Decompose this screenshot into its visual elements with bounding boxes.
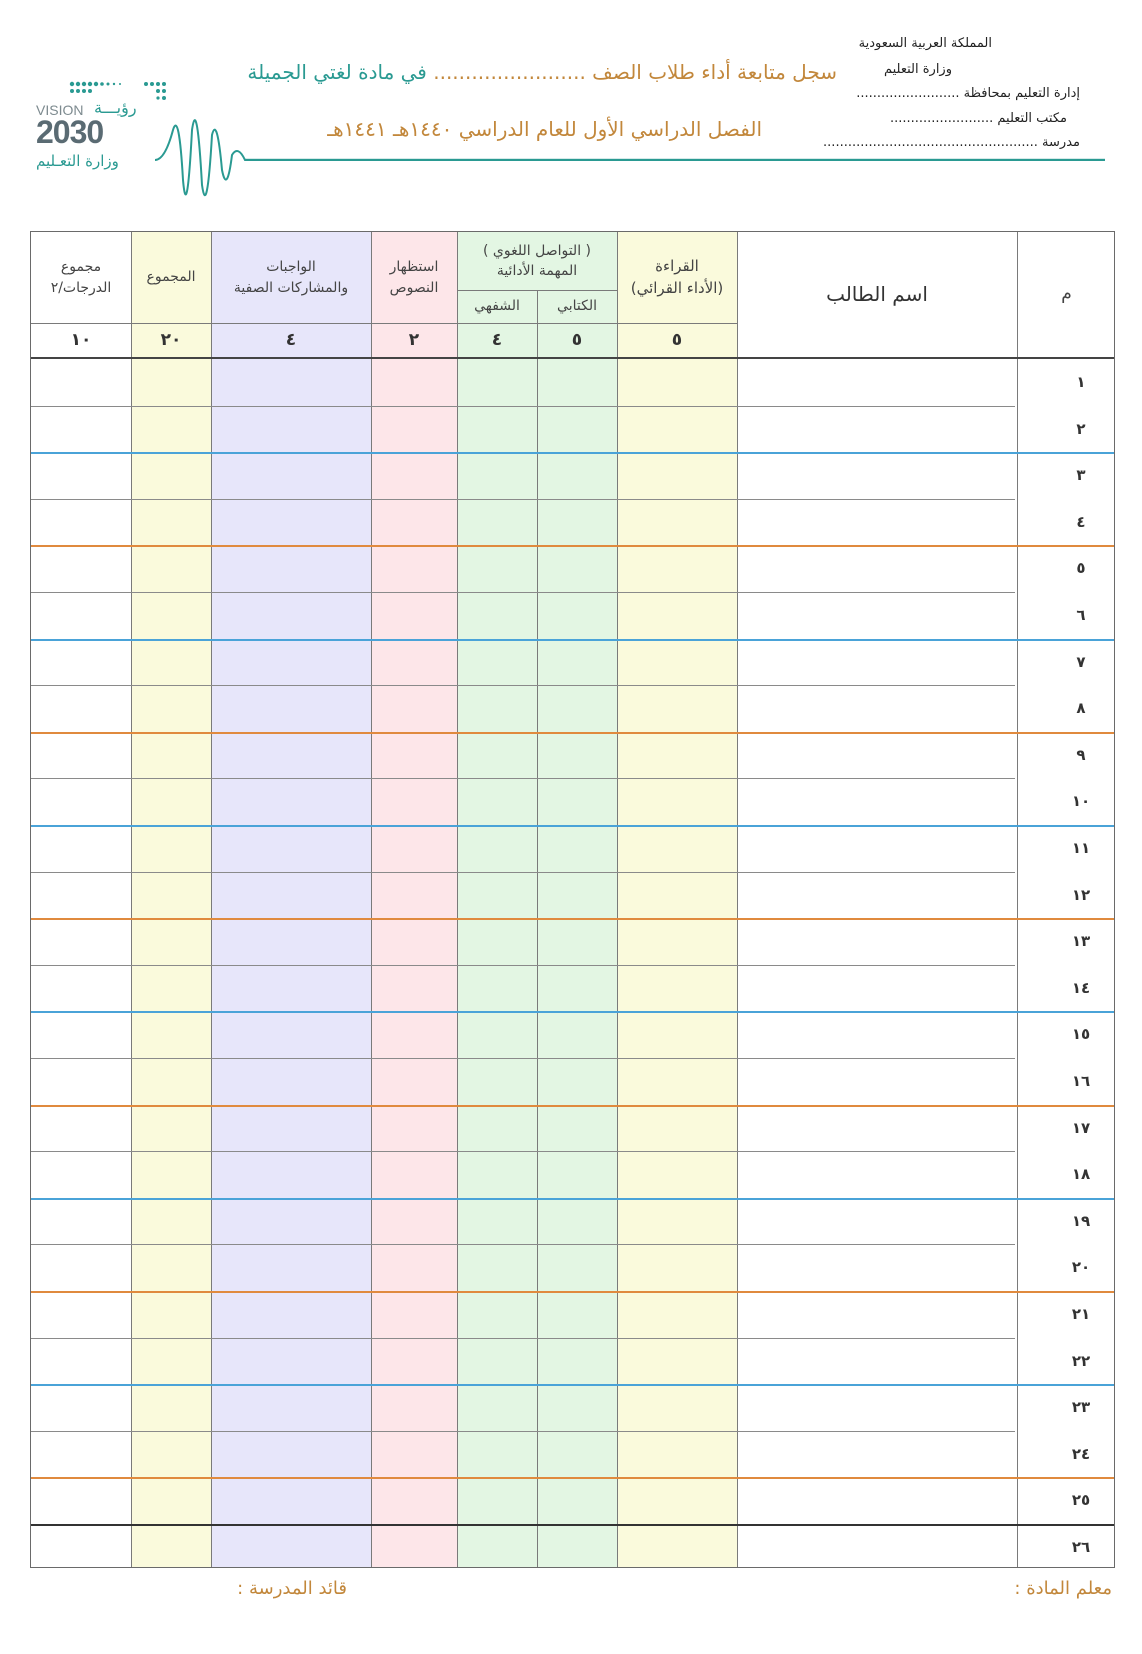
vision-2030-logo (36, 76, 166, 176)
table-row (31, 872, 1114, 919)
weight-oral: ٤ (491, 330, 503, 350)
office-label: مكتب التعليم ......................... (889, 111, 1067, 126)
page-subtitle: الفصل الدراسي الأول للعام الدراسي ١٤٤٠هـ ١٤٤١هـ (327, 117, 762, 141)
row-number: ٦ (1076, 606, 1086, 624)
table-row (31, 406, 1114, 453)
student-name-cell[interactable] (738, 734, 1016, 777)
row-number: ١٠ (1071, 792, 1091, 811)
row-number: ١٥ (1071, 1025, 1091, 1044)
admin-label: إدارة التعليم بمحافظة ......................... (856, 86, 1080, 101)
student-name-cell[interactable] (738, 1153, 1016, 1196)
title-subject: في مادة لغتي الجميلة (247, 60, 427, 84)
weight-reading: ٥ (671, 330, 683, 350)
table-row (31, 1244, 1114, 1291)
row-divider (31, 639, 1114, 641)
student-name-cell[interactable] (738, 454, 1016, 497)
row-divider (31, 918, 1114, 920)
school-label: مدرسة .................................................... (823, 135, 1080, 150)
student-name-cell[interactable] (738, 920, 1016, 963)
row-divider (31, 1058, 1015, 1059)
row-number: ٢٠ (1071, 1258, 1091, 1277)
table-row (31, 592, 1114, 639)
student-name-cell[interactable] (738, 687, 1016, 730)
table-row (31, 1011, 1114, 1058)
table-row (31, 1058, 1114, 1105)
weight-homework: ٤ (285, 330, 297, 350)
student-name-cell[interactable] (738, 1293, 1016, 1336)
table-row (31, 499, 1114, 546)
weight-written: ٥ (571, 330, 583, 350)
table-row (31, 359, 1114, 406)
student-name-cell[interactable] (738, 361, 1016, 404)
row-divider (31, 1338, 1015, 1339)
header-homework: الواجبات والمشاركات الصفية (233, 259, 349, 296)
student-name-cell[interactable] (738, 1246, 1016, 1289)
student-name-cell[interactable] (738, 1340, 1016, 1383)
student-name-cell[interactable] (738, 1526, 1016, 1569)
row-divider (31, 499, 1015, 500)
table-row (31, 1431, 1114, 1478)
header-total: المجموع (146, 269, 196, 286)
row-number: ١٦ (1071, 1072, 1091, 1090)
header-memorization: استظهار النصوص (389, 259, 439, 296)
row-divider (31, 1431, 1015, 1432)
student-name-cell[interactable] (738, 967, 1016, 1010)
student-name-cell[interactable] (738, 408, 1016, 451)
row-number: ٢٢ (1071, 1351, 1091, 1370)
table-row (31, 778, 1114, 825)
table-row (31, 1291, 1114, 1338)
principal-signature-label: قائد المدرسة : (237, 1578, 347, 1599)
row-number: ٣ (1076, 466, 1086, 485)
row-number: ١٩ (1071, 1211, 1091, 1230)
header-student-name: اسم الطالب (826, 282, 928, 306)
teacher-signature-label: معلم المادة : (1014, 1578, 1112, 1599)
row-number: ١١ (1071, 839, 1091, 857)
logo-vision-text: VISION (36, 102, 84, 118)
row-divider (31, 406, 1015, 407)
logo-year-text: 2030 (36, 114, 104, 150)
table-row (31, 685, 1114, 732)
row-number: ١٤ (1071, 978, 1091, 997)
row-divider (31, 1477, 1114, 1479)
weight-memorization: ٢ (408, 330, 420, 350)
title-main: سجل متابعة أداء طلاب الصف ........................ (433, 60, 837, 84)
page-title (247, 60, 837, 84)
row-number: ١٧ (1071, 1118, 1091, 1137)
weight-total-half: ١٠ (70, 330, 92, 350)
row-number: ٢١ (1071, 1305, 1091, 1323)
row-number: ٩ (1076, 745, 1086, 764)
table-row (31, 1384, 1114, 1431)
row-number: ٤ (1076, 512, 1086, 531)
header-communication: ( التواصل اللغوي ) المهمة الأدائية (483, 242, 592, 279)
header-total-half: مجموع الدرجات/٢ (50, 259, 112, 296)
kingdom-label: المملكة العربية السعودية (858, 36, 992, 51)
table-row (31, 545, 1114, 592)
student-name-cell[interactable] (738, 780, 1016, 823)
table-row (31, 1198, 1114, 1245)
logo-ministry-text: وزارة التعـليم (36, 152, 119, 170)
table-row (31, 732, 1114, 779)
header-index: م (1061, 284, 1072, 305)
row-divider (31, 452, 1114, 454)
row-divider (31, 1244, 1015, 1245)
row-number: ٢٥ (1071, 1491, 1091, 1510)
table-row (31, 825, 1114, 872)
row-divider (31, 965, 1015, 966)
student-name-cell[interactable] (738, 827, 1016, 870)
header-oral: الشفهي (474, 298, 520, 315)
row-number: ١٨ (1071, 1165, 1091, 1184)
student-name-cell[interactable] (738, 547, 1016, 590)
student-name-cell[interactable] (738, 1386, 1016, 1429)
student-name-cell[interactable] (738, 1013, 1016, 1056)
header-wave-decoration (155, 90, 1105, 230)
student-name-cell[interactable] (738, 1433, 1016, 1476)
header-written: الكتابي (557, 298, 597, 315)
grade-table (30, 231, 1115, 1568)
student-name-cell[interactable] (738, 1107, 1016, 1150)
row-divider (31, 1384, 1114, 1386)
row-divider (31, 872, 1015, 873)
table-row (31, 1524, 1114, 1571)
table-row (31, 452, 1114, 499)
student-name-cell[interactable] (738, 594, 1016, 637)
table-row (31, 1477, 1114, 1524)
table-row (31, 1338, 1114, 1385)
row-number: ٢٤ (1071, 1444, 1091, 1463)
row-divider (31, 592, 1015, 593)
row-number: ٢٦ (1071, 1538, 1091, 1556)
table-row (31, 1151, 1114, 1198)
row-divider (31, 1151, 1015, 1152)
row-number: ٧ (1076, 652, 1086, 671)
row-divider (31, 1291, 1114, 1293)
student-name-cell[interactable] (738, 1060, 1016, 1103)
ministry-label: وزارة التعليم (883, 62, 952, 77)
row-divider (31, 1198, 1114, 1200)
row-number: ١ (1076, 373, 1086, 391)
table-row (31, 639, 1114, 686)
student-name-cell[interactable] (738, 1479, 1016, 1522)
row-divider (31, 685, 1015, 686)
row-divider (31, 732, 1114, 734)
row-divider (31, 1011, 1114, 1013)
weight-total: ٢٠ (160, 330, 182, 350)
header-reading: القراءة (الأداء القرائي) (630, 256, 724, 297)
logo-ruya-text: رؤيـــة (94, 98, 137, 117)
row-number: ٢ (1076, 419, 1086, 438)
row-number: ٥ (1076, 559, 1086, 578)
row-number: ١٢ (1071, 885, 1091, 904)
row-divider (31, 825, 1114, 827)
row-number: ٢٣ (1071, 1398, 1091, 1417)
row-number: ١٣ (1071, 932, 1091, 951)
student-name-cell[interactable] (738, 1200, 1016, 1243)
student-name-cell[interactable] (738, 501, 1016, 544)
row-number: ٨ (1076, 699, 1086, 718)
table-row (31, 1105, 1114, 1152)
row-divider (31, 545, 1114, 547)
table-row (31, 965, 1114, 1012)
row-divider (31, 1105, 1114, 1107)
table-row (31, 918, 1114, 965)
row-divider (31, 1524, 1114, 1526)
student-name-cell[interactable] (738, 641, 1016, 684)
row-divider (31, 778, 1015, 779)
student-name-cell[interactable] (738, 874, 1016, 917)
